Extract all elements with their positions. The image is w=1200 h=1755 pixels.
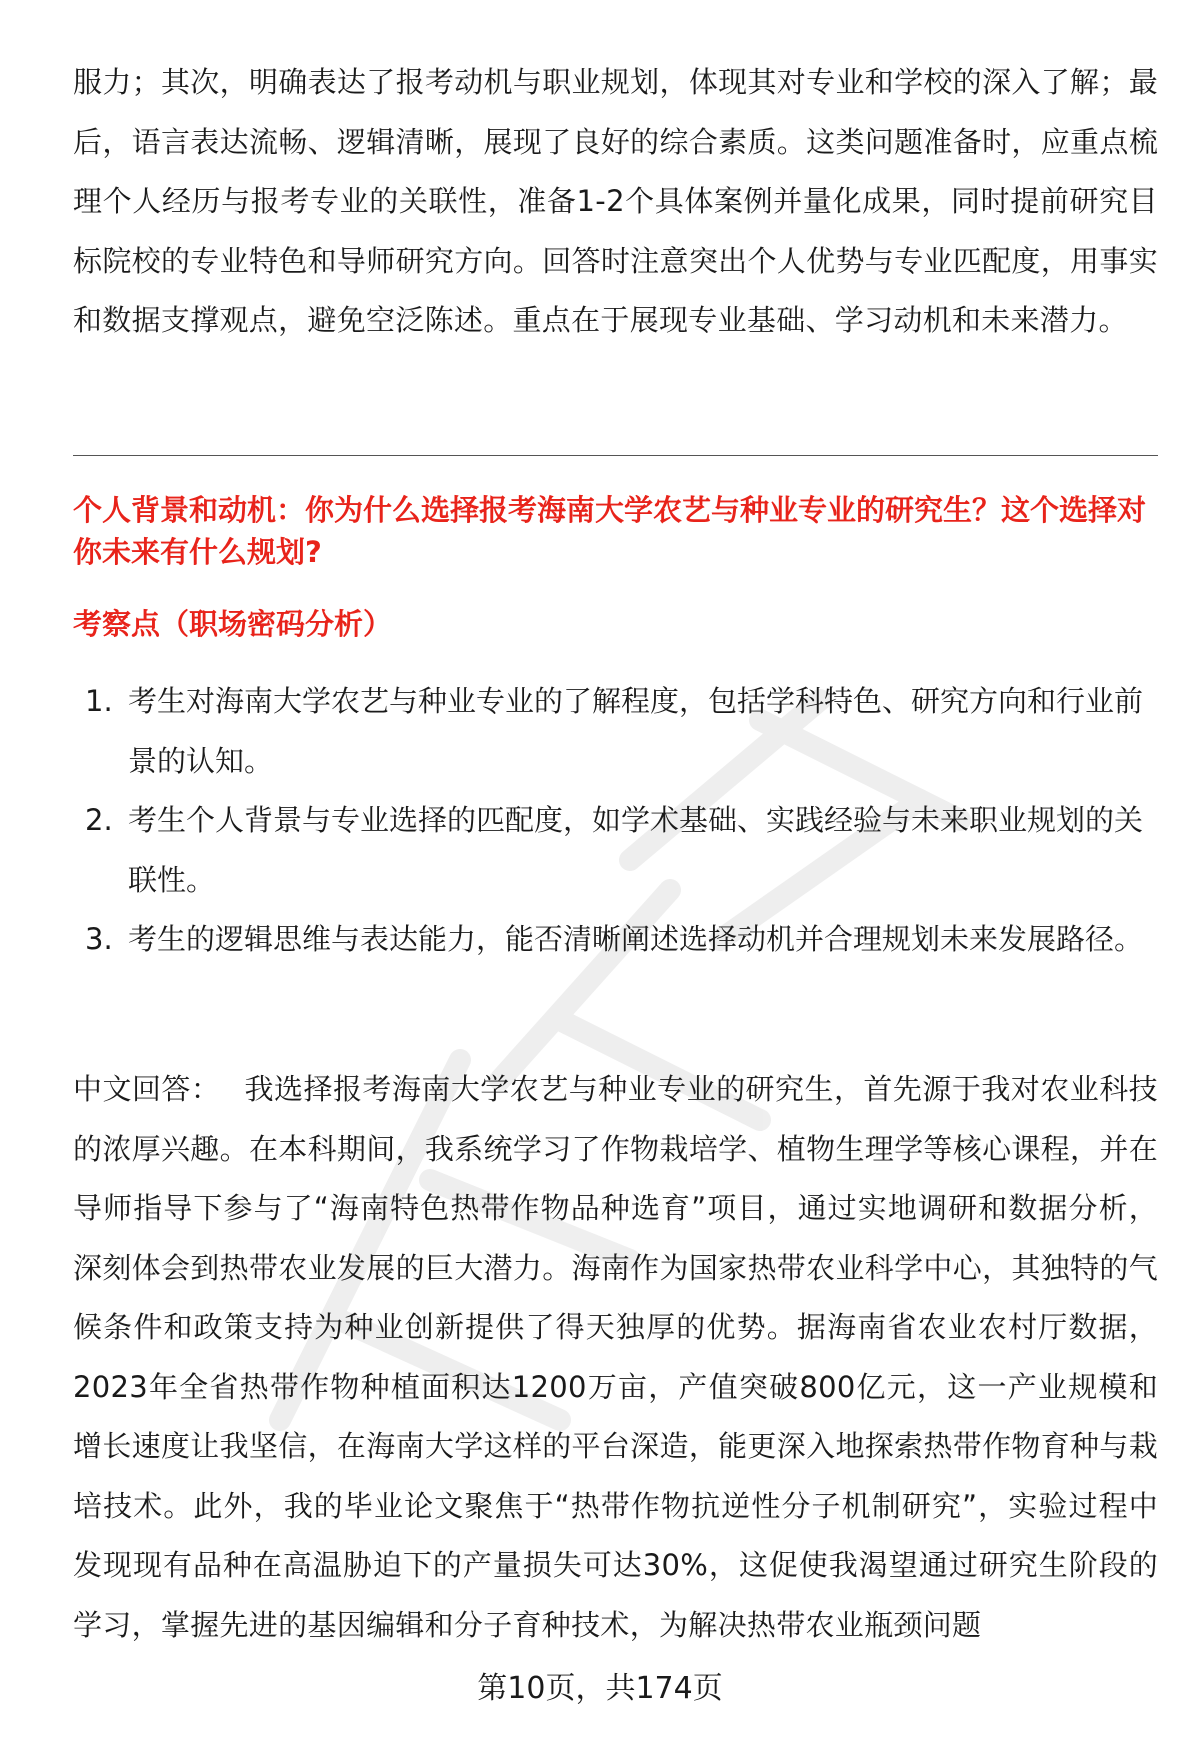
list-item-text: 考生的逻辑思维与表达能力，能否清晰阐述选择动机并合理规划未来发展路径。	[128, 922, 1144, 956]
list-item	[73, 672, 1158, 791]
list-number: 1.	[85, 684, 113, 718]
answer-label: 中文回答：	[73, 1072, 221, 1106]
page-number: 第10页，共174页	[477, 1671, 723, 1706]
list-number: 2.	[85, 803, 113, 837]
intro-paragraph: 服力；其次，明确表达了报考动机与职业规划，体现其对专业和学校的深入了解；最后，语言表达流畅、逻辑清晰，展现了良好的综合素质。这类问题准备时，应重点梳理个人经历与报考专业的关联性，准备1-2个具体案例并量化成果，同时提前研究目标院校的专业特色和导师研究方向。回答时注意突出个人优势与专业匹配度，用事实和数据支撑观点，避免空泛陈述。重点在于展现专业基础、学习动机和未来潜力。	[73, 65, 1158, 337]
answer-text: 我选择报考海南大学农艺与种业专业的研究生，首先源于我对农业科技的浓厚兴趣。在本科期间，我系统学习了作物栽培学、植物生理学等核心课程，并在导师指导下参与了“海南特色热带作物品种选育”项目，通过实地调研和数据分析，深刻体会到热带农业发展的巨大潜力。海南作为国家热带农业科学中心，其独特的气候条件和政策支持为种业创新提供了得天独厚的优势。据海南省农业农村厅数据，2023年全省热带作物种植面积达1200万亩，产值突破800亿元，这一产业规模和增长速度让我坚信，在海南大学这样的平台深造，能更深入地探索热带作物育种与栽培技术。此外，我的毕业论文聚焦于“热带作物抗逆性分子机制研究”，实验过程中发现现有品种在高温胁迫下的产量损失可达30%，这促使我渴望通过研究生阶段的学习，掌握先进的基因编辑和分子育种技术，为解决热带农业瓶颈问题	[73, 1072, 1158, 1642]
section-divider	[73, 455, 1158, 456]
assessment-points-list	[73, 672, 1158, 970]
answer-paragraph	[73, 1060, 1158, 1655]
list-item-text: 考生对海南大学农艺与种业专业的了解程度，包括学科特色、研究方向和行业前景的认知。	[128, 684, 1144, 778]
question-heading: 个人背景和动机：你为什么选择报考海南大学农艺与种业专业的研究生？这个选择对你未来有什么规划?	[73, 493, 1147, 569]
list-number: 3.	[85, 922, 113, 956]
list-item	[73, 910, 1158, 970]
section-title: 考察点（职场密码分析）	[73, 607, 393, 641]
list-item-text: 考生个人背景与专业选择的匹配度，如学术基础、实践经验与未来职业规划的关联性。	[128, 803, 1144, 897]
list-item	[73, 791, 1158, 910]
